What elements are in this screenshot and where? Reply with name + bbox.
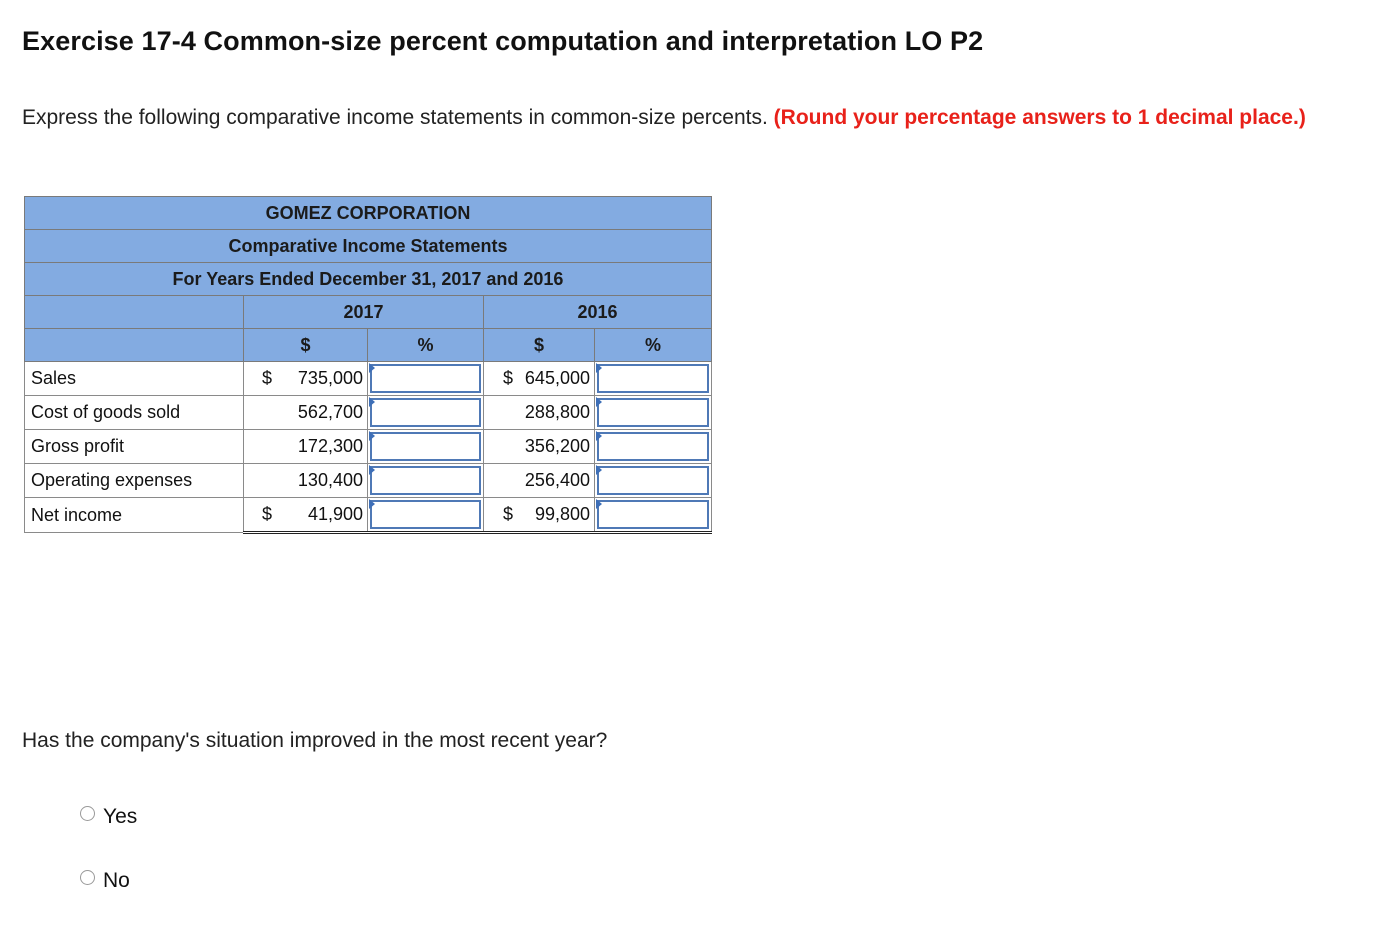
amount-value: 172,300 — [297, 436, 363, 456]
rounding-note: (Round your percentage answers to 1 decimal place.) — [773, 106, 1306, 129]
question-text: Has the company's situation improved in the most recent year? — [22, 729, 608, 752]
amount-value: 130,400 — [297, 470, 363, 490]
amount-2016 — [484, 498, 595, 533]
amount-2016 — [484, 396, 595, 430]
percent-2017-cell — [368, 430, 484, 464]
percent-2017-cell — [368, 498, 484, 533]
input-marker-icon — [369, 499, 375, 509]
table-row-net-income — [25, 498, 712, 533]
input-marker-icon — [369, 465, 375, 475]
amount-value: 41,900 — [307, 504, 363, 524]
blank-header — [25, 296, 244, 329]
percent-2017-input[interactable] — [370, 398, 481, 427]
amount-2016 — [484, 430, 595, 464]
amount-value: 735,000 — [297, 368, 363, 388]
percent-2016-cell — [595, 464, 712, 498]
percent-2017-cell — [368, 396, 484, 430]
row-label: Gross profit — [25, 430, 244, 464]
blank-header — [25, 329, 244, 362]
percent-2017-cell — [368, 362, 484, 396]
input-marker-icon — [369, 363, 375, 373]
percent-2016-cell — [595, 362, 712, 396]
percent-2016-cell — [595, 430, 712, 464]
table-row-cogs — [25, 396, 712, 430]
percent-header-2016: % — [595, 329, 712, 362]
option-no[interactable] — [80, 869, 130, 893]
input-marker-icon — [596, 363, 602, 373]
input-marker-icon — [369, 431, 375, 441]
amount-2017 — [244, 430, 368, 464]
percent-2017-input[interactable] — [370, 364, 481, 393]
radio-button-icon[interactable] — [80, 806, 95, 821]
amount-value: 288,800 — [524, 402, 590, 422]
company-name: GOMEZ CORPORATION — [25, 197, 712, 230]
amount-2017 — [244, 396, 368, 430]
amount-value: 645,000 — [524, 368, 590, 388]
option-yes[interactable] — [80, 805, 137, 829]
input-marker-icon — [596, 397, 602, 407]
amount-value: 562,700 — [297, 402, 363, 422]
radio-button-icon[interactable] — [80, 870, 95, 885]
row-label: Operating expenses — [25, 464, 244, 498]
amount-value: 356,200 — [524, 436, 590, 456]
percent-2017-input[interactable] — [370, 432, 481, 461]
instructions — [22, 104, 1372, 132]
percent-2016-input[interactable] — [597, 500, 709, 529]
row-label: Sales — [25, 362, 244, 396]
table-row-sales — [25, 362, 712, 396]
input-marker-icon — [369, 397, 375, 407]
percent-header-2017: % — [368, 329, 484, 362]
amount-2017 — [244, 464, 368, 498]
percent-2016-cell — [595, 498, 712, 533]
percent-2016-input[interactable] — [597, 364, 709, 393]
amount-2016 — [484, 362, 595, 396]
percent-2016-input[interactable] — [597, 432, 709, 461]
percent-2016-input[interactable] — [597, 466, 709, 495]
year-2017-header: 2017 — [244, 296, 484, 329]
amount-2016 — [484, 464, 595, 498]
row-label: Cost of goods sold — [25, 396, 244, 430]
amount-value: 256,400 — [524, 470, 590, 490]
percent-2016-input[interactable] — [597, 398, 709, 427]
input-marker-icon — [596, 465, 602, 475]
year-2016-header: 2016 — [484, 296, 712, 329]
option-label: Yes — [103, 805, 138, 828]
income-statement-table — [24, 196, 712, 534]
statement-period: For Years Ended December 31, 2017 and 2016 — [25, 263, 712, 296]
exercise-title: Exercise 17-4 Common-size percent computation and interpretation LO P2 — [22, 26, 984, 56]
amount-2017 — [244, 362, 368, 396]
table-row-gross-profit — [25, 430, 712, 464]
table-row-operating-expenses — [25, 464, 712, 498]
percent-2016-cell — [595, 396, 712, 430]
currency-symbol: $ — [262, 504, 273, 524]
currency-symbol: $ — [262, 368, 273, 388]
amount-value: 99,800 — [534, 504, 590, 524]
percent-2017-input[interactable] — [370, 500, 481, 529]
dollar-header-2017: $ — [244, 329, 368, 362]
instructions-text: Express the following comparative income statements in common-size percents. — [22, 106, 768, 129]
dollar-header-2016: $ — [484, 329, 595, 362]
row-label: Net income — [25, 498, 244, 533]
currency-symbol: $ — [503, 368, 514, 388]
statement-name: Comparative Income Statements — [25, 230, 712, 263]
input-marker-icon — [596, 431, 602, 441]
percent-2017-input[interactable] — [370, 466, 481, 495]
option-label: No — [103, 869, 130, 892]
currency-symbol: $ — [503, 504, 514, 524]
percent-2017-cell — [368, 464, 484, 498]
input-marker-icon — [596, 499, 602, 509]
amount-2017 — [244, 498, 368, 533]
